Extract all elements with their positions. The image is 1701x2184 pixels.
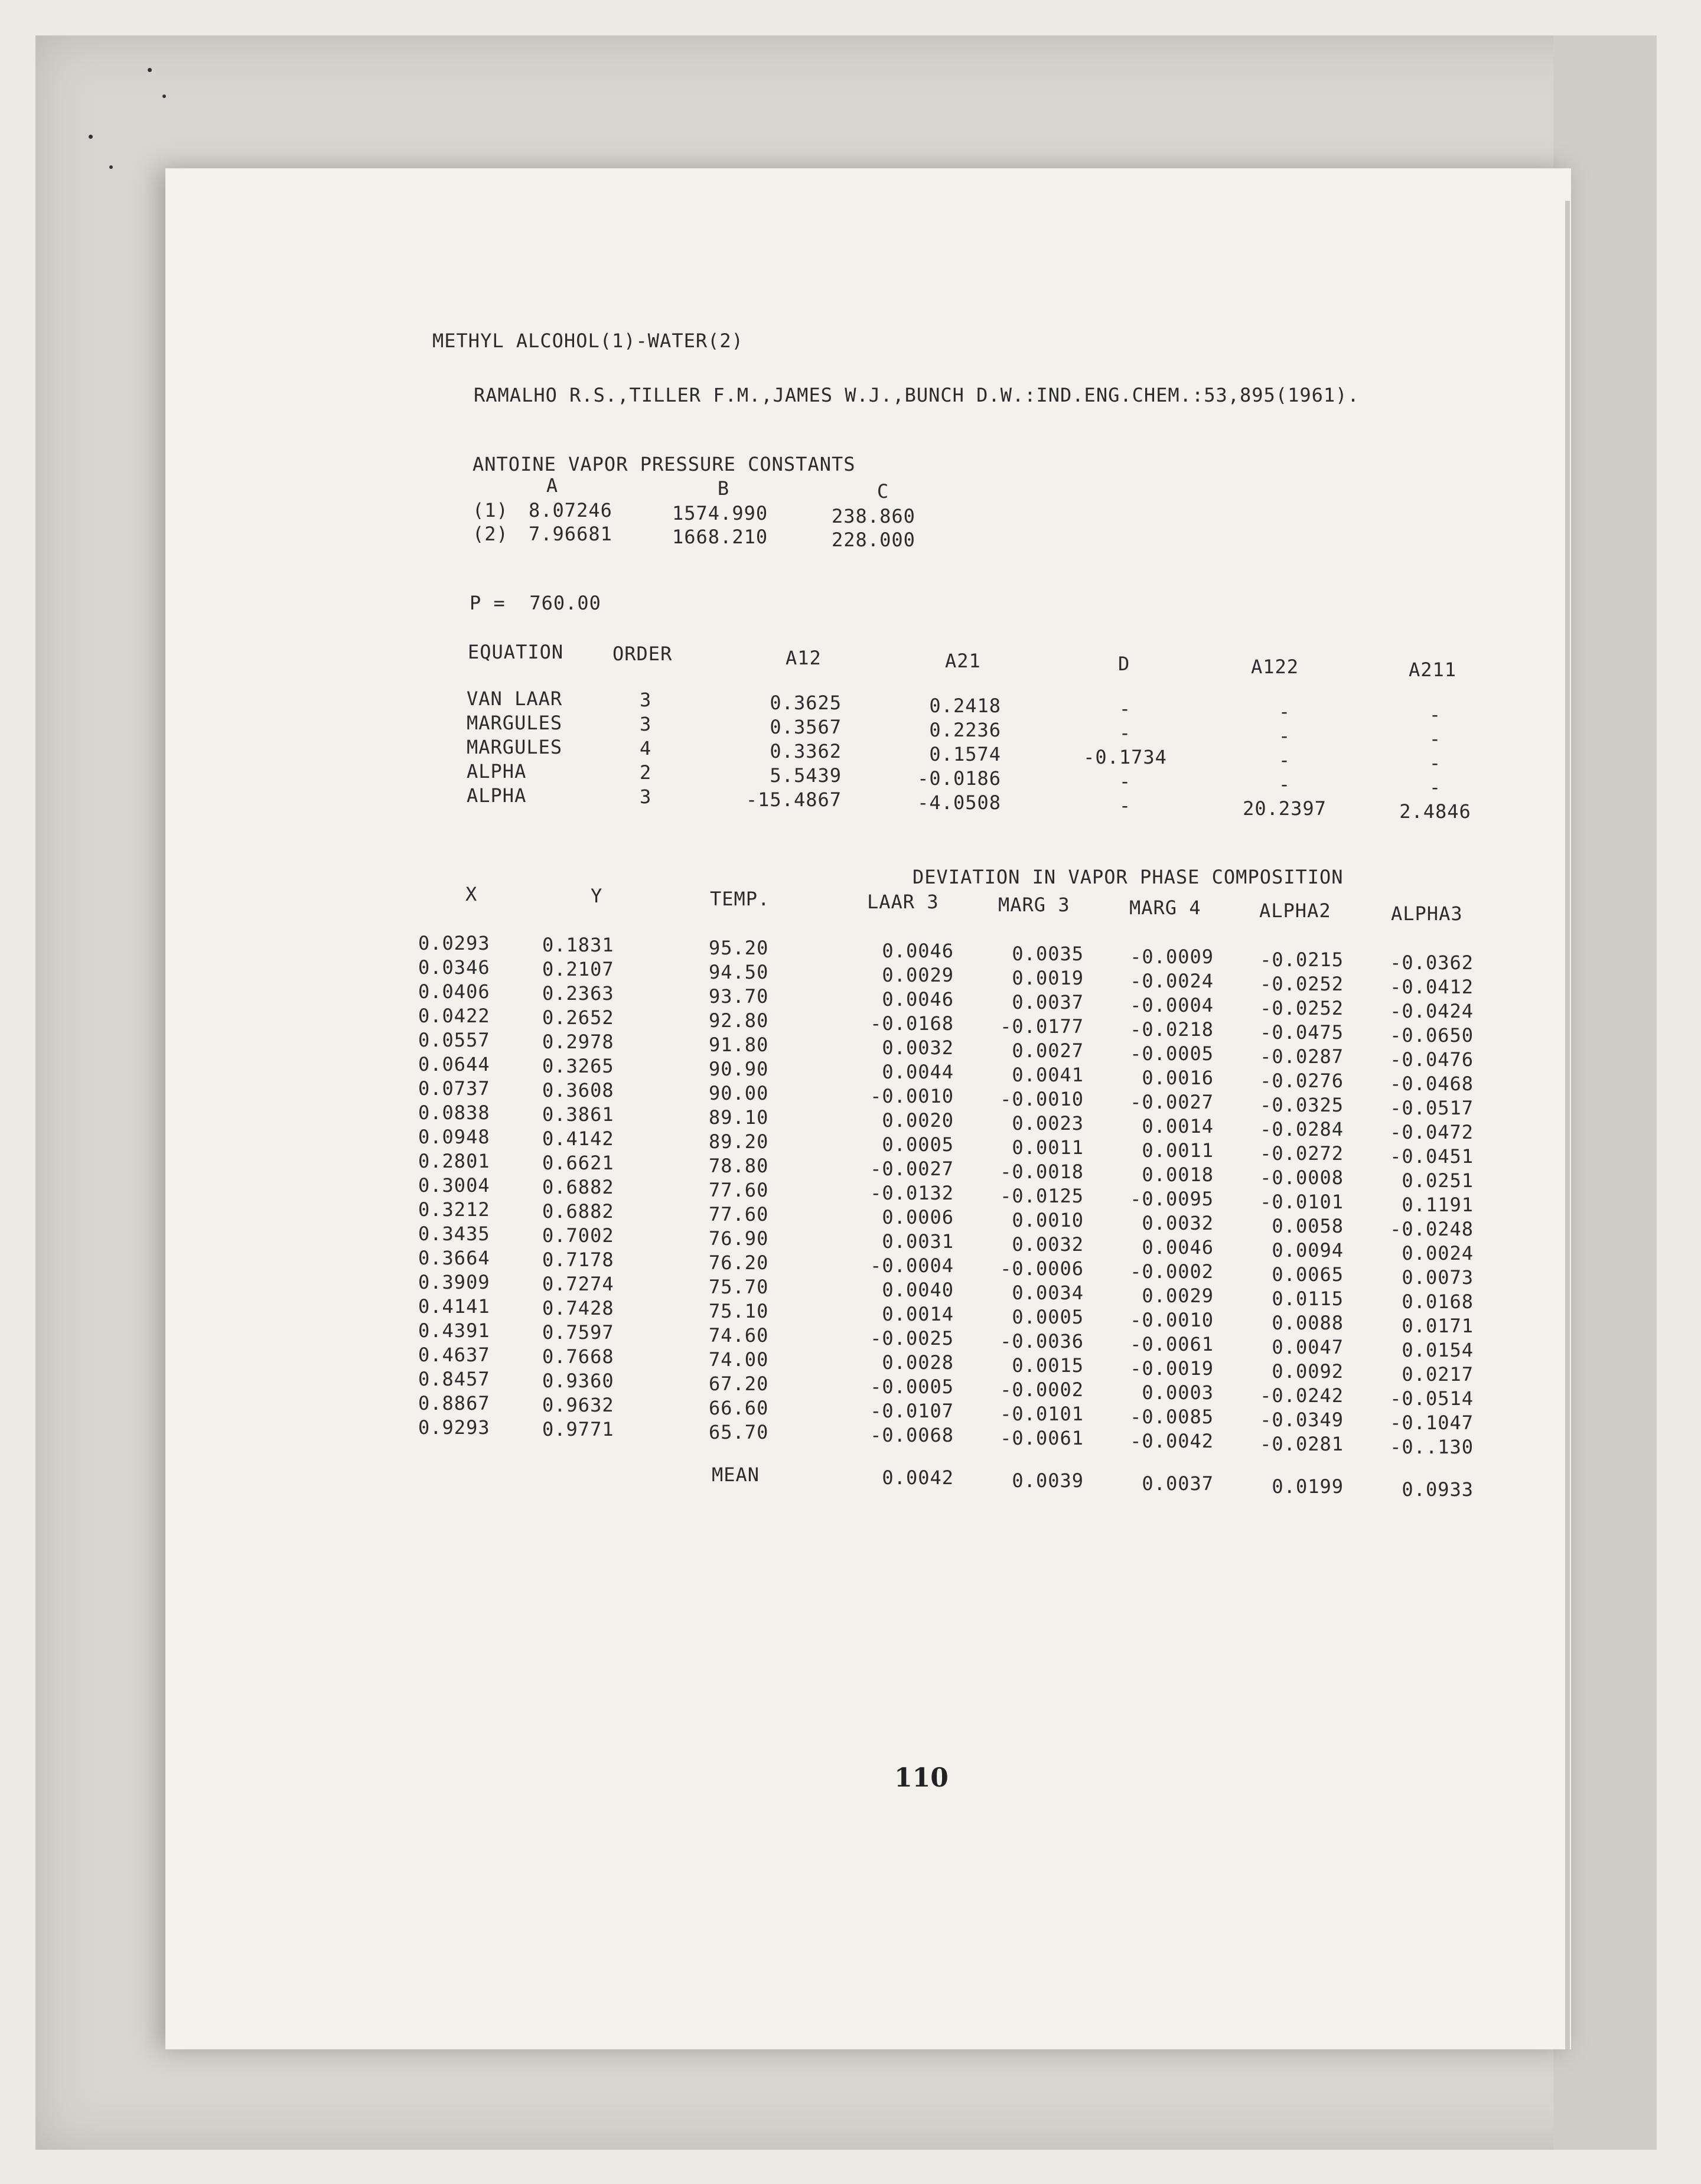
speck [109,165,113,169]
equation-name-column [467,687,562,808]
x-value: 0.8457 [418,1368,490,1390]
equation-order: 4 [640,737,652,759]
alpha2-value: 0.0088 [1272,1312,1344,1334]
alpha3-value: 0.0251 [1402,1169,1474,1192]
marg3-value: -0.0177 [1000,1015,1084,1038]
y-value: 0.2978 [542,1031,614,1053]
y-value: 0.2107 [542,958,614,980]
marg3-value: 0.0035 [1012,943,1084,965]
temp-value: 75.10 [709,1300,769,1322]
marg3-value: 0.0010 [1012,1209,1084,1231]
marg4-value: -0.0061 [1130,1333,1214,1355]
marg4-value: -0.0024 [1130,970,1214,992]
a211-value: - [1429,703,1442,726]
alpha2-value: 0.0115 [1272,1287,1344,1310]
temp-value: 76.90 [709,1227,769,1250]
a12-value: 5.5439 [770,764,842,787]
temp-value: 78.80 [709,1155,769,1177]
alpha3-value: -0.0517 [1390,1097,1474,1119]
marg4-value: -0.0010 [1130,1309,1214,1331]
mean-marg3: 0.0039 [1012,1469,1084,1492]
equation-order: 3 [640,785,652,808]
antoine-value: 1574.990 [672,502,768,524]
a21-value: 0.1574 [929,743,1001,765]
laar3-value: -0.0010 [870,1085,954,1107]
alpha3-value: -0.0412 [1390,976,1474,998]
temp-value: 77.60 [709,1203,769,1225]
alpha2-value: -0.0276 [1260,1070,1344,1092]
x-value: 0.4637 [418,1344,490,1366]
d-value: - [1119,770,1132,793]
mean-alpha3: 0.0933 [1402,1478,1474,1501]
a211-column [1370,703,1500,824]
alpha3-value: 0.1191 [1402,1194,1474,1216]
laar3-value: 0.0031 [882,1230,954,1253]
marg3-value: -0.0018 [1000,1161,1084,1183]
y-header: Y [591,885,603,907]
x-value: 0.9293 [418,1416,490,1439]
alpha2-value: -0.0252 [1260,973,1344,995]
a12-header: A12 [786,647,822,669]
y-value: 0.6621 [542,1152,614,1174]
mean-alpha2: 0.0199 [1272,1475,1344,1498]
laar3-value: 0.0014 [882,1303,954,1325]
laar3-value: 0.0040 [882,1279,954,1301]
marg4-column [1087,945,1214,1453]
alpha3-column [1347,951,1474,1459]
marg4-value: -0.0005 [1130,1042,1214,1065]
temp-value: 91.80 [709,1034,769,1056]
marg3-value: -0.0036 [1000,1330,1084,1352]
y-value: 0.3861 [542,1103,614,1126]
alpha3-header: ALPHA3 [1391,902,1463,925]
temp-value: 93.70 [709,985,769,1008]
equation-name: MARGULES [467,712,563,734]
y-value: 0.7178 [542,1249,614,1271]
y-value: 0.2652 [542,1006,614,1029]
marg3-value: -0.0061 [1000,1427,1084,1449]
a12-value: 0.3567 [770,716,842,738]
a122-value: 20.2397 [1243,797,1327,820]
antoine-row-label: (1) [472,499,509,521]
d-value: - [1119,794,1132,817]
marg3-value: -0.0101 [1000,1403,1084,1425]
x-column [418,931,490,1440]
x-header: X [465,883,478,905]
equation-name: VAN LAAR [467,687,563,710]
marg3-value: 0.0037 [1012,991,1084,1013]
marg4-value: -0.0019 [1130,1357,1214,1380]
marg4-value: -0.0009 [1130,946,1214,968]
alpha3-value: -0.0248 [1390,1218,1474,1240]
marg3-value: 0.0027 [1012,1039,1084,1062]
alpha3-value: 0.0168 [1402,1290,1474,1313]
a211-value: - [1429,752,1442,774]
antoine-value: 238.860 [832,505,915,527]
equation-order: 2 [640,761,652,784]
laar3-column [827,939,954,1448]
y-value: 0.2363 [542,982,614,1005]
a211-header: A211 [1409,659,1457,681]
temp-value: 94.50 [709,961,769,983]
y-value: 0.7274 [542,1273,614,1295]
mean-marg4: 0.0037 [1142,1472,1214,1495]
marg3-column [957,942,1084,1450]
alpha3-value: -0.0650 [1390,1024,1474,1047]
alpha3-value: 0.0154 [1402,1339,1474,1361]
equation-order: 3 [640,689,652,711]
pressure-value: P = 760.00 [470,592,601,614]
laar3-value: -0.0168 [870,1012,954,1035]
marg3-value: 0.0034 [1012,1282,1084,1304]
a12-value: -15.4867 [745,788,842,811]
x-value: 0.4391 [418,1319,490,1342]
x-value: 0.0644 [418,1053,490,1075]
antoine-row-label: (2) [472,523,509,545]
marg4-value: -0.0004 [1130,994,1214,1016]
x-value: 0.8867 [418,1392,490,1414]
x-value: 0.0346 [418,956,490,979]
a122-column [1211,700,1358,821]
a21-header: A21 [945,650,981,672]
y-value: 0.7002 [542,1224,614,1247]
marg4-value: 0.0011 [1142,1139,1214,1162]
marg4-value: 0.0032 [1142,1212,1214,1234]
marg3-value: -0.0125 [1000,1185,1084,1207]
laar3-value: 0.0020 [882,1109,954,1132]
speck [162,94,166,98]
marg4-value: 0.0018 [1142,1163,1214,1186]
alpha2-value: 0.0065 [1272,1263,1344,1286]
marg4-value: -0.0042 [1130,1430,1214,1452]
temp-value: 74.60 [709,1324,769,1347]
x-value: 0.0557 [418,1029,490,1051]
x-value: 0.0838 [418,1101,490,1124]
x-value: 0.4141 [418,1295,490,1318]
alpha3-value: -0.0514 [1390,1387,1474,1410]
alpha2-value: 0.0058 [1272,1215,1344,1237]
page-sheet-edge [1565,201,1570,2049]
laar3-value: 0.0044 [882,1061,954,1083]
y-value: 0.7428 [542,1297,614,1319]
x-value: 0.0422 [418,1005,490,1027]
laar3-value: -0.0005 [870,1375,954,1398]
marg4-value: -0.0218 [1130,1018,1214,1041]
a122-value: - [1278,725,1291,747]
marg3-value: 0.0005 [1012,1306,1084,1328]
marg3-value: 0.0011 [1012,1136,1084,1159]
y-value: 0.9360 [542,1370,614,1392]
x-value: 0.3664 [418,1247,490,1269]
alpha3-value: -0.0476 [1390,1048,1474,1071]
alpha3-value: -0.0451 [1390,1145,1474,1168]
temp-value: 75.70 [709,1276,769,1298]
y-column [542,933,614,1442]
a12-value: 0.3362 [770,740,842,762]
antoine-heading: ANTOINE VAPOR PRESSURE CONSTANTS [472,453,856,475]
alpha2-value: 0.0047 [1272,1336,1344,1358]
laar3-value: 0.0032 [882,1036,954,1059]
antoine-value: 228.000 [832,529,915,551]
a21-value: 0.2236 [929,719,1001,741]
alpha2-value: -0.0272 [1260,1142,1344,1165]
alpha3-value: -0.0468 [1390,1073,1474,1095]
laar3-value: 0.0005 [882,1133,954,1156]
a21-value: 0.2418 [929,695,1001,717]
antoine-value: 8.07246 [529,499,612,521]
a211-value: 2.4846 [1399,800,1471,823]
temp-value: 95.20 [709,937,769,959]
laar3-value: 0.0029 [882,964,954,986]
temp-header: TEMP. [710,888,770,910]
marg4-value: 0.0003 [1142,1381,1214,1404]
equation-order-column [640,688,651,809]
a122-value: - [1278,749,1291,771]
temp-value: 76.20 [709,1251,769,1274]
speck [148,68,152,72]
marg4-value: 0.0016 [1142,1067,1214,1089]
marg4-value: 0.0014 [1142,1115,1214,1137]
a211-value: - [1429,776,1442,798]
y-value: 0.3265 [542,1055,614,1077]
temp-value: 74.00 [709,1348,769,1371]
alpha2-value: -0.0242 [1260,1384,1344,1407]
y-value: 0.9771 [542,1418,614,1440]
alpha2-value: -0.0252 [1260,997,1344,1019]
laar3-value: -0.0132 [870,1182,954,1204]
alpha3-value: 0.0024 [1402,1242,1474,1264]
mean-label: MEAN [712,1463,760,1486]
alpha2-value: -0.0215 [1260,948,1344,971]
x-value: 0.0293 [418,932,490,954]
x-value: 0.3212 [418,1198,490,1221]
laar3-value: -0.0027 [870,1158,954,1180]
temp-value: 92.80 [709,1009,769,1032]
marg3-value: -0.0006 [1000,1257,1084,1280]
antoine-col-a: A [546,474,559,497]
marg3-value: 0.0019 [1012,967,1084,989]
antoine-col-b: B [717,477,730,500]
mean-laar3: 0.0042 [882,1466,954,1489]
laar3-value: 0.0046 [882,988,954,1010]
alpha3-value: -0.1047 [1390,1412,1474,1434]
temp-value: 90.90 [709,1058,769,1080]
equation-order: 3 [640,713,652,735]
page-number: 110 [894,1763,949,1793]
x-value: 0.0406 [418,980,490,1003]
laar3-header: LAAR 3 [867,891,939,913]
laar3-value: -0.0068 [870,1424,954,1446]
d-value: - [1119,722,1132,744]
alpha3-value: -0.0424 [1390,1000,1474,1022]
y-value: 0.9632 [542,1394,614,1416]
alpha3-value: 0.0073 [1402,1266,1474,1289]
d-value: - [1119,697,1132,720]
y-value: 0.7668 [542,1345,614,1368]
marg4-header: MARG 4 [1129,897,1201,919]
x-value: 0.0948 [418,1126,490,1148]
x-value: 0.3004 [418,1174,490,1197]
temp-value: 65.70 [709,1421,769,1443]
marg3-value: 0.0041 [1012,1064,1084,1086]
laar3-value: -0.0107 [870,1400,954,1422]
marg4-value: -0.0095 [1130,1188,1214,1210]
alpha3-value: -0.0362 [1390,951,1474,974]
marg4-value: 0.0029 [1142,1285,1214,1307]
marg3-header: MARG 3 [998,894,1070,916]
marg3-value: 0.0015 [1012,1354,1084,1377]
laar3-value: 0.0006 [882,1206,954,1228]
alpha2-value: -0.0287 [1260,1045,1344,1068]
equation-name: ALPHA [467,784,527,807]
alpha2-value: -0.0008 [1260,1166,1344,1189]
alpha3-value: -0..130 [1390,1436,1474,1458]
marg3-value: 0.0023 [1012,1112,1084,1135]
alpha2-value: -0.0325 [1260,1094,1344,1116]
temp-value: 89.20 [709,1130,769,1153]
alpha2-value: -0.0281 [1260,1433,1344,1455]
a21-value: -4.0508 [917,791,1001,814]
a122-value: - [1278,700,1291,723]
deviation-heading: DEVIATION IN VAPOR PHASE COMPOSITION [913,866,1344,888]
alpha2-value: -0.0475 [1260,1021,1344,1044]
a122-header: A122 [1251,656,1299,678]
temp-value: 66.60 [709,1397,769,1419]
y-value: 0.3608 [542,1079,614,1101]
temp-value: 67.20 [709,1373,769,1395]
equation-header: EQUATION [468,641,564,663]
temp-column [709,936,768,1445]
d-value: -0.1734 [1083,746,1167,768]
x-value: 0.2801 [418,1150,490,1172]
alpha3-value: -0.0472 [1390,1121,1474,1143]
alpha3-value: 0.0217 [1402,1363,1474,1386]
marg3-value: 0.0032 [1012,1233,1084,1256]
a122-value: - [1278,773,1291,796]
alpha2-column [1217,948,1344,1456]
a21-column [865,694,1001,815]
a211-value: - [1429,728,1442,750]
a12-value: 0.3625 [770,692,842,714]
antoine-value: 7.96681 [529,523,612,545]
laar3-value: -0.0025 [870,1327,954,1349]
marg4-value: -0.0027 [1130,1091,1214,1113]
d-header: D [1118,653,1130,675]
d-column [1057,697,1193,818]
antoine-value: 1668.210 [672,526,768,548]
page-title: METHYL ALCOHOL(1)-WATER(2) [432,330,744,352]
y-value: 0.6882 [542,1176,614,1198]
temp-value: 90.00 [709,1082,769,1104]
y-value: 0.7597 [542,1321,614,1344]
alpha2-value: 0.0094 [1272,1239,1344,1261]
marg3-value: -0.0002 [1000,1378,1084,1401]
a12-column [703,691,842,812]
marg4-value: -0.0002 [1130,1260,1214,1283]
alpha2-value: -0.0349 [1260,1409,1344,1431]
alpha3-value: 0.0171 [1402,1315,1474,1337]
order-header: ORDER [612,643,673,665]
y-value: 0.6882 [542,1200,614,1223]
speck [89,135,93,139]
temp-value: 77.60 [709,1179,769,1201]
laar3-value: -0.0004 [870,1254,954,1277]
antoine-col-c: C [876,480,889,503]
y-value: 0.1831 [542,934,614,956]
alpha2-value: -0.0284 [1260,1118,1344,1140]
alpha2-header: ALPHA2 [1259,899,1331,922]
equation-name: MARGULES [467,736,563,758]
alpha2-value: -0.0101 [1260,1191,1344,1213]
alpha2-value: 0.0092 [1272,1360,1344,1383]
y-value: 0.4142 [542,1127,614,1150]
marg4-value: 0.0046 [1142,1236,1214,1259]
equation-name: ALPHA [467,760,527,783]
a21-value: -0.0186 [917,767,1001,790]
x-value: 0.3909 [418,1271,490,1293]
marg3-value: -0.0010 [1000,1088,1084,1110]
temp-value: 89.10 [709,1106,769,1129]
laar3-value: 0.0028 [882,1351,954,1374]
x-value: 0.3435 [418,1223,490,1245]
marg4-value: -0.0085 [1130,1406,1214,1428]
reference-citation: RAMALHO R.S.,TILLER F.M.,JAMES W.J.,BUNCH D.W.:IND.ENG.CHEM.:53,895(1961). [474,384,1360,406]
laar3-value: 0.0046 [882,940,954,962]
x-value: 0.0737 [418,1077,490,1100]
